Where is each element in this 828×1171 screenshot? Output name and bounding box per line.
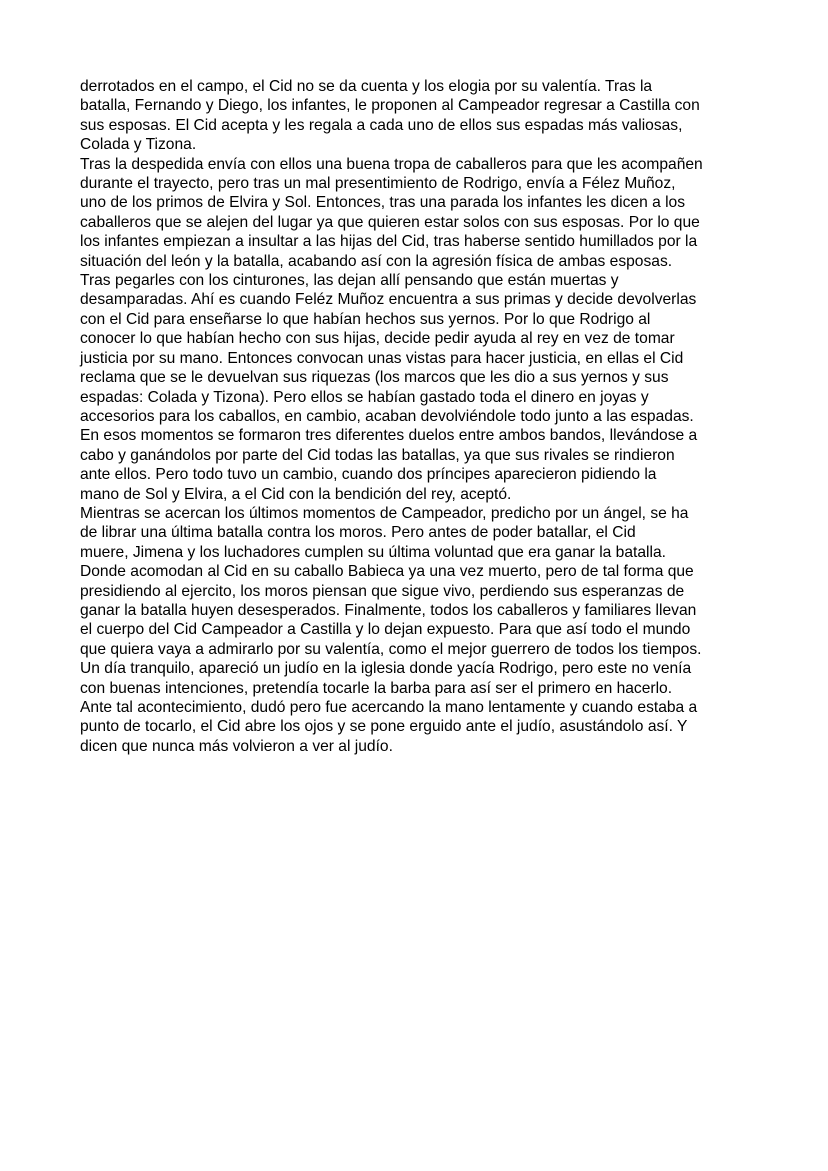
- text-line: muere, Jimena y los luchadores cumplen su última voluntad que era ganar la batalla.: [80, 543, 666, 561]
- text-line: Tras pegarles con los cinturones, las dejan allí pensando que están muertas y: [80, 272, 619, 290]
- text-line: Colada y Tizona.: [80, 136, 197, 154]
- text-line: Un día tranquilo, apareció un judío en la iglesia donde yacía Rodrigo, pero este no venía: [80, 660, 692, 678]
- text-line: situación del león y la batalla, acabando así con la agresión física de ambas esposas.: [80, 252, 673, 270]
- text-line: presidiendo al ejercito, los moros piensan que sigue vivo, perdiendo sus esperanzas de: [80, 582, 685, 600]
- text-line: dicen que nunca más volvieron a ver al judío.: [80, 737, 393, 755]
- text-line: uno de los primos de Elvira y Sol. Entonces, tras una parada los infantes les dicen a los: [80, 194, 686, 212]
- text-line: con buenas intenciones, pretendía tocarle la barba para así ser el primero en hacerlo.: [80, 679, 673, 697]
- text-line: Tras la despedida envía con ellos una buena tropa de caballeros para que les acompañen: [80, 155, 703, 173]
- text-line: el cuerpo del Cid Campeador a Castilla y lo dejan expuesto. Para que así todo el mundo: [80, 621, 691, 639]
- text-line: ante ellos. Pero todo tuvo un cambio, cuando dos príncipes aparecieron pidiendo la: [80, 466, 657, 484]
- text-line: ganar la batalla huyen desesperados. Finalmente, todos los caballeros y familiares llevan: [80, 601, 697, 619]
- text-line: accesorios para los caballos, en cambio, acaban devolviéndole todo junto a las espadas.: [80, 407, 694, 425]
- text-line: derrotados en el campo, el Cid no se da cuenta y los elogia por su valentía. Tras la: [80, 78, 653, 95]
- text-line: Ante tal acontecimiento, dudó pero fue acercando la mano lentamente y cuando estaba a: [80, 699, 698, 716]
- text-line: Mientras se acercan los últimos momentos de Campeador, predicho por un ángel, se ha: [80, 504, 689, 522]
- text-line: los infantes empiezan a insultar a las hijas del Cid, tras haberse sentido humillados por la: [80, 233, 698, 251]
- text-line: En esos momentos se formaron tres diferentes duelos entre ambos bandos, llevándose a: [80, 427, 698, 445]
- text-line: caballeros que se alejen del lugar ya que quieren estar solos con sus esposas. Por lo que: [80, 213, 700, 231]
- text-line: con el Cid para enseñarse lo que habían hechos sus yernos. Por lo que Rodrigo al: [80, 310, 651, 328]
- text-line: reclama que se le devuelvan sus riquezas (los marcos que les dio a sus yernos y sus: [80, 369, 669, 387]
- text-line: Donde acomodan al Cid en su caballo Babieca ya una vez muerto, pero de tal forma que: [80, 563, 694, 581]
- text-line: desamparadas. Ahí es cuando Feléz Muñoz encuentra a sus primas y decide devolverlas: [80, 291, 697, 309]
- body-text: [80, 77, 760, 756]
- text-line: cabo y ganándolos por parte del Cid todas las batallas, ya que sus rivales se rindieron: [80, 446, 675, 464]
- text-line: sus esposas. El Cid acepta y les regala a cada uno de ellos sus espadas más valiosas,: [80, 116, 683, 134]
- text-line: conocer lo que habían hecho con sus hijas, decide pedir ayuda al rey en vez de tomar: [80, 330, 675, 348]
- text-line: punto de tocarlo, el Cid abre los ojos y se pone erguido ante el judío, asustándolo así. Y: [80, 718, 688, 736]
- text-line: que quiera vaya a admirarlo por su valentía, como el mejor guerrero de todos los tiempos.: [80, 640, 702, 658]
- text-line: justicia por su mano. Entonces convocan unas vistas para hacer justicia, en ellas el Cid: [80, 349, 684, 367]
- text-line: batalla, Fernando y Diego, los infantes, le proponen al Campeador regresar a Castilla con: [80, 97, 700, 115]
- text-line: mano de Sol y Elvira, a el Cid con la bendición del rey, aceptó.: [80, 485, 512, 503]
- text-line: durante el trayecto, pero tras un mal presentimiento de Rodrigo, envía a Félez Muñoz,: [80, 175, 676, 193]
- text-line: espadas: Colada y Tizona). Pero ellos se habían gastado toda el dinero en joyas y: [80, 388, 649, 406]
- text-line: de librar una última batalla contra los moros. Pero antes de poder batallar, el Cid: [80, 524, 636, 542]
